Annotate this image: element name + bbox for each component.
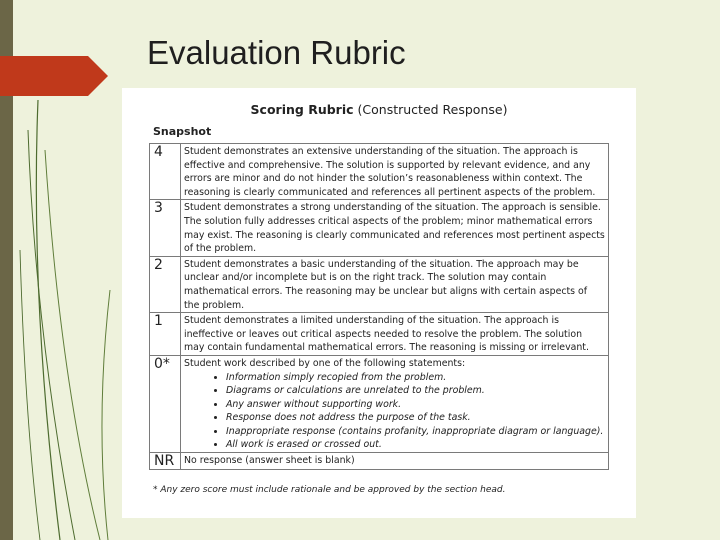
list-item: • All work is erased or crossed out. xyxy=(226,438,605,452)
description-cell: Student demonstrates a limited understanding of the situation. The approach is ineffective or leaves out critical aspects needed to resolve the problem. The solution may contain fundamental mathematical errors. The reasoning is missing or irrelevant. xyxy=(181,313,609,356)
title-arrow-icon xyxy=(0,56,108,96)
table-row xyxy=(150,355,609,452)
score-cell: 4 xyxy=(150,144,181,200)
rubric-table xyxy=(149,143,609,470)
footnote: * Any zero score must include rationale and be approved by the section head. xyxy=(153,485,506,495)
rubric-title-bold: Scoring Rubric xyxy=(250,102,354,117)
score-cell: NR xyxy=(150,453,181,470)
score-cell: 1 xyxy=(150,313,181,356)
description-cell: No response (answer sheet is blank) xyxy=(181,453,609,470)
description-cell: Student demonstrates a basic understanding of the situation. The approach may be unclear and/or incomplete but is on the right track. The solution may contain mathematical errors. The reasoning may be unclear but aligns with certain aspects of the problem. xyxy=(181,256,609,312)
rubric-title-subtitle: (Constructed Response) xyxy=(357,102,508,117)
table-row xyxy=(150,200,609,256)
slide-title: Evaluation Rubric xyxy=(147,34,406,71)
description-cell xyxy=(181,355,609,452)
list-item: • Response does not address the purpose of the task. xyxy=(226,411,605,425)
table-row xyxy=(150,453,609,470)
description-cell: Student demonstrates an extensive understanding of the situation. The approach is effective and comprehensive. The solution is supported by relevant evidence, and any errors are minor and do not hinder the solution’s reasonableness within context. The reasoning is clearly communicated and references all pertinent aspects of the problem. xyxy=(181,144,609,200)
rubric-title xyxy=(122,102,636,117)
list-item: • Diagrams or calculations are unrelated to the problem. xyxy=(226,384,605,398)
rubric-document xyxy=(122,88,636,518)
list-item: • Information simply recopied from the problem. xyxy=(226,371,605,385)
score-cell: 3 xyxy=(150,200,181,256)
table-row xyxy=(150,313,609,356)
description-cell: Student demonstrates a strong understanding of the situation. The approach is sensible. The solution fully addresses critical aspects of the problem; minor mathematical errors may exist. The reasoning is clearly communicated and references most pertinent aspects of the problem. xyxy=(181,200,609,256)
zero-intro: Student work described by one of the following statements: xyxy=(184,357,466,369)
list-item: • Any answer without supporting work. xyxy=(226,398,605,412)
zero-criteria-list xyxy=(184,371,605,453)
list-item: • Inappropriate response (contains profanity, inappropriate diagram or language). xyxy=(226,425,605,439)
score-cell: 2 xyxy=(150,256,181,312)
section-heading: Snapshot xyxy=(153,125,212,138)
table-row xyxy=(150,256,609,312)
score-cell: 0* xyxy=(150,355,181,452)
table-row xyxy=(150,144,609,200)
